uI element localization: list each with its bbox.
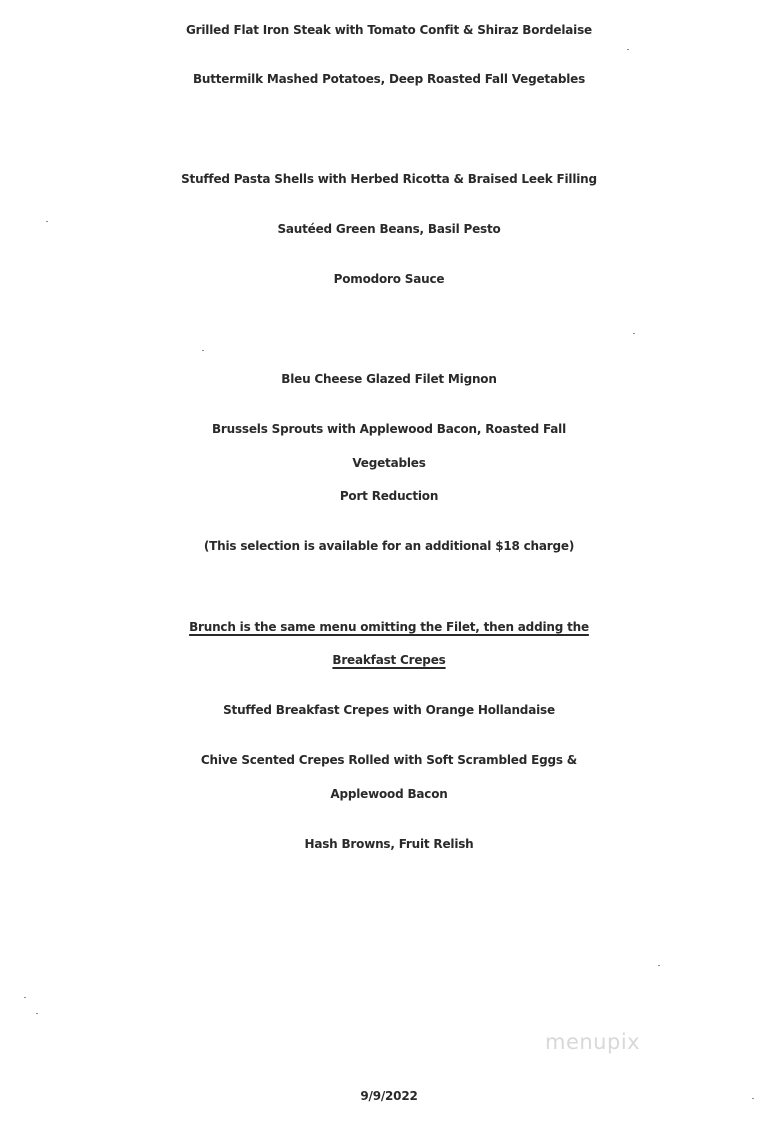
scan-speck <box>24 997 26 998</box>
scan-speck <box>658 965 660 966</box>
scan-speck <box>202 350 204 351</box>
scan-speck <box>46 221 48 222</box>
brunch-crepes: Stuffed Breakfast Crepes with Orange Hollandaise <box>223 703 555 717</box>
scan-speck <box>752 1098 754 1099</box>
course3-main-dish: Bleu Cheese Glazed Filet Mignon <box>281 372 497 386</box>
brunch-heading-line-1: Brunch is the same menu omitting the Filet, then adding the <box>189 620 589 634</box>
brunch-sides: Hash Browns, Fruit Relish <box>304 837 474 851</box>
brunch-crepes-description-line-1: Chive Scented Crepes Rolled with Soft Scrambled Eggs & <box>200 753 578 767</box>
scan-speck <box>627 49 629 50</box>
brunch-crepes-description-line-2: Applewood Bacon <box>330 787 448 801</box>
course3-sides-line-1: Brussels Sprouts with Applewood Bacon, Roasted Fall <box>211 422 567 436</box>
brunch-heading-line-2: Breakfast Crepes <box>332 653 446 667</box>
course2-sides: Sautéed Green Beans, Basil Pesto <box>277 222 501 236</box>
course3-sauce: Port Reduction <box>339 489 439 503</box>
course3-sides-line-2: Vegetables <box>352 456 426 470</box>
menupix-watermark: menupix <box>545 1030 641 1054</box>
course2-main-dish: Stuffed Pasta Shells with Herbed Ricotta & Braised Leek Filling <box>181 172 597 186</box>
course2-sauce: Pomodoro Sauce <box>333 272 445 286</box>
menu-date: 9/9/2022 <box>360 1089 418 1103</box>
course3-surcharge-note: (This selection is available for an additional $18 charge) <box>203 539 575 553</box>
course1-main-dish: Grilled Flat Iron Steak with Tomato Confit & Shiraz Bordelaise <box>186 23 592 37</box>
course1-sides: Buttermilk Mashed Potatoes, Deep Roasted Fall Vegetables <box>192 72 586 86</box>
scan-speck <box>36 1013 38 1014</box>
scan-speck <box>633 333 635 334</box>
